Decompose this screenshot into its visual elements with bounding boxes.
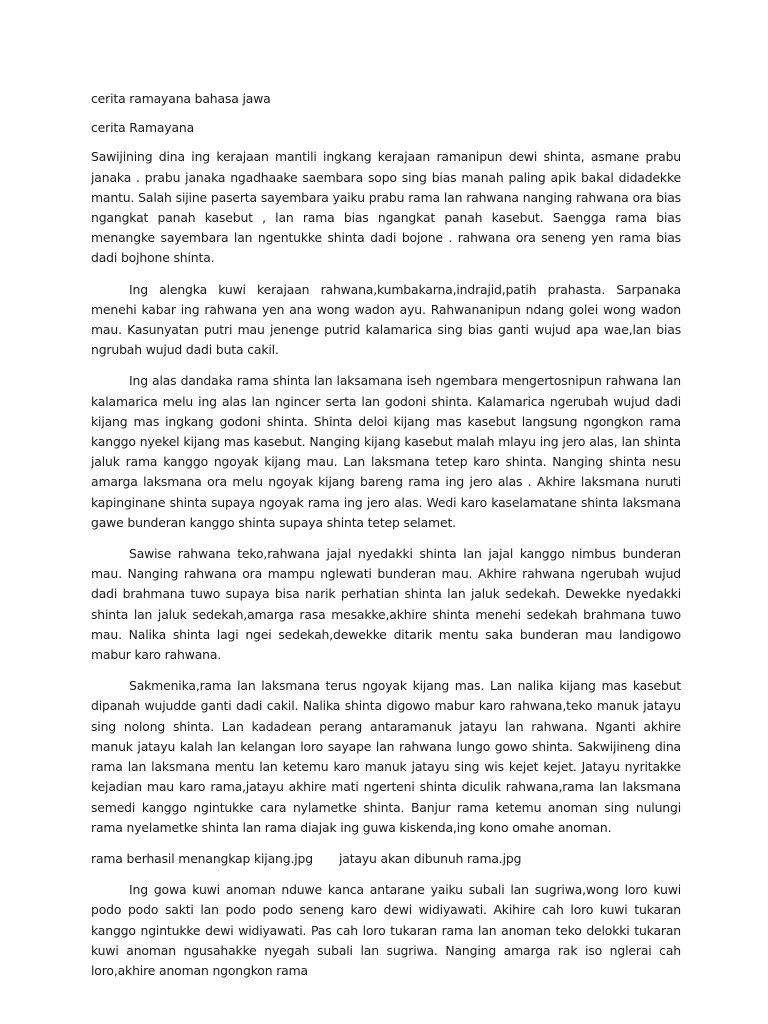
paragraph-3: Ing alas dandaka rama shinta lan laksamana iseh ngembara mengertosnipun rahwana lan kalamarica melu ing alas lan ngincer serta lan godoni shinta. Kalamarica ngerubah wujud dadi kijang mas ingkang godoni shinta. Shinta deloi kijang mas kasebut langsung ngongkon rama kanggo nyekel kijang mas kasebut. Nanging kijang kasebut malah mlayu ing jero alas, lan shinta jaluk rama kanggo ngoyak kijang mau. Lan laksmana tetep karo shinta. Nanging shinta nesu amarga laksmana ora melu ngoyak kijang bareng rama ing jero alas . Akhire laksmana nuruti kapinginane shinta supaya ngoyak rama ing jero alas. Wedi karo kaselamatane shinta laksmana gawe bunderan kanggo shinta supaya shinta tetep selamet. — [91, 373, 681, 530]
image-captions — [91, 849, 681, 869]
paragraph-1: Sawijining dina ing kerajaan mantili ingkang kerajaan ramanipun dewi shinta, asmane prabu janaka . prabu janaka ngadhaake saembara sopo sing bias manah paling apik bakal didadekke mantu. Salah sijine paserta sayembara yaiku prabu rama lan rahwana nanging rahwana ora bias ngangkat panah kasebut , lan rama bias ngangkat panah kasebut. Saengga rama bias menangke sayembara lan ngentukke shinta dadi bojone . rahwana ora seneng yen rama bias dadi bojhone shinta. — [91, 149, 681, 266]
paragraph-4: Sawise rahwana teko,rahwana jajal nyedakki shinta lan jajal kanggo nimbus bunderan mau. Nanging rahwana ora mampu nglewati bunderan mau. Akhire rahwana ngerubah wujud dadi brahmana tuwo supaya bisa narik perhatian shinta lan jaluk sedekah. Dewekke nyedakki shinta lan jaluk sedekah,amarga rasa mesakke,akhire shinta menehi sedekah brahmana tuwo mau. Nalika shinta lagi ngei sedekah,dewekke ditarik mentu saka bunderan mau landigowo mabur karo rahwana. — [91, 546, 681, 663]
paragraph-6: Ing gowa kuwi anoman nduwe kanca antarane yaiku subali lan sugriwa,wong loro kuwi podo podo sakti lan podo podo seneng karo dewi widiyawati. Akihire cah loro kuwi tukaran kanggo ngintukke dewi widiyawati. Pas cah loro tukaran rama lan anoman teko delokki tukaran kuwi anoman ngusahakke nyegah subali lan sugriwa. Nanging amarga rak iso nglerai cah loro,akhire anoman ngongkon rama — [91, 882, 681, 978]
image-caption-2: jatayu akan dibunuh rama.jpg — [338, 850, 522, 866]
paragraph-5: Sakmenika,rama lan laksmana terus ngoyak kijang mas. Lan nalika kijang mas kasebut dipanah wujudde ganti dadi cakil. Nalika shinta digowo mabur karo rahwana,teko manuk jatayu sing nolong shinta. Lan kadadean perang antaramanuk jatayu lan rahwana. Nganti akhire manuk jatayu kalah lan kelangan loro sayape lan rahwana lungo gowo shinta. Sakwijineng dina rama lan laksmana mentu lan ketemu karo manuk jatayu sing wis kejet kejet. Jatayu nyritakke kejadian mau karo rama,jatayu akhire mati ngerteni shinta diculik rahwana,rama lan laksmana semedi kanggo ngintukke cara nylametke shinta. Banjur rama ketemu anoman sing nulungi rama nyelametke shinta lan rama diajak ing guwa kiskenda,ing kono omahe anoman. — [91, 678, 681, 835]
document-subheading: cerita Ramayana — [91, 120, 195, 136]
document-body — [91, 89, 681, 992]
paragraph-2: Ing alengka kuwi kerajaan rahwana,kumbakarna,indrajid,patih prahasta. Sarpanaka menehi kabar ing rahwana yen ana wong wadon ayu. Rahwananipun ndang golei wong wadon mau. Kasunyatan putri mau jenenge putrid kalamarica sing bias ganti wujud apa wae,lan bias ngrubah wujud dadi buta cakil. — [91, 281, 681, 358]
document-heading: cerita ramayana bahasa jawa — [91, 91, 271, 106]
image-caption-1: rama berhasil menangkap kijang.jpg — [91, 850, 313, 866]
